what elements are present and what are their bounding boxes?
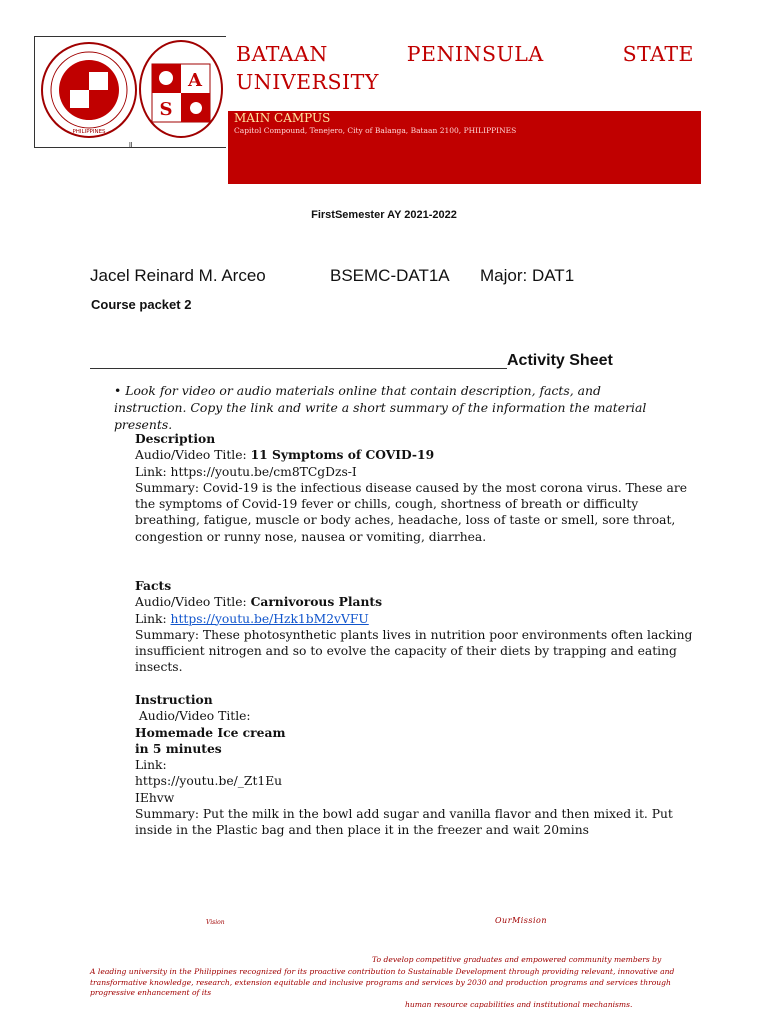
semester: FirstSemester AY 2021-2022 bbox=[311, 209, 457, 221]
campus-address: Capitol Compound, Tenejero, City of Balanga, Bataan 2100, PHILIPPINES bbox=[234, 126, 517, 135]
instruction-heading: Instruction bbox=[135, 692, 213, 707]
facts-link[interactable]: https://youtu.be/Hzk1bM2vVFU bbox=[170, 611, 369, 626]
facts-link-label: Link: bbox=[135, 611, 171, 626]
activity-title: Activity Sheet bbox=[507, 352, 613, 369]
facts-title: Carnivorous Plants bbox=[250, 594, 383, 610]
description-title: 11 Symptoms of COVID-19 bbox=[250, 447, 435, 463]
instruction-summary-label: Summary: bbox=[135, 807, 203, 822]
instruction-summary bbox=[135, 806, 695, 839]
instruction-link-label: Link: bbox=[135, 758, 167, 773]
university-name bbox=[236, 40, 694, 96]
facts-summary bbox=[135, 627, 695, 676]
college-seal-logo bbox=[138, 38, 224, 140]
description-heading: Description bbox=[135, 431, 216, 446]
university-word-4: UNIVERSITY bbox=[236, 70, 379, 94]
description-title-line bbox=[135, 447, 695, 463]
instruction-title-line1: Homemade Ice cream bbox=[135, 724, 286, 740]
seal-letter-a: A bbox=[188, 70, 202, 91]
student-name: Jacel Reinard M. Arceo bbox=[90, 266, 266, 285]
description-section bbox=[135, 431, 695, 545]
facts-title-line bbox=[135, 594, 695, 610]
facts-summary-label: Summary: bbox=[135, 627, 203, 642]
facts-link-line bbox=[135, 611, 695, 627]
instruction-link-line2[interactable]: IEhvw bbox=[135, 790, 175, 805]
description-link-label: Link: bbox=[135, 464, 171, 479]
campus-name: MAIN CAMPUS bbox=[234, 111, 331, 125]
small-mark: ll bbox=[129, 141, 133, 150]
seal-bottom-text: PHILIPPINES bbox=[72, 129, 106, 135]
instruction-bullet: • Look for video or audio materials online that contain description, facts, and instruction. Copy the link and write a short summary of the information the material presents. bbox=[114, 383, 647, 432]
student-section: BSEMC-DAT1A bbox=[330, 266, 450, 285]
vision-text: A leading university in the Philippines recognized for its proactive contribution to Sustainable Development through providing relevant, innovative and transformative knowledge, research, extension equitable and inclusive programs and services by 2030 and production programs and services through progressive enhancement of its bbox=[90, 967, 675, 997]
description-summary bbox=[135, 480, 695, 545]
university-word-3: STATE bbox=[622, 42, 694, 66]
facts-summary-text: These photosynthetic plants lives in nutrition poor environments often lacking insufficient nitrogen and so to evolve the capacity of their diets by trapping and eating insects. bbox=[135, 627, 693, 675]
instruction-title-label: Audio/Video Title: bbox=[135, 709, 251, 724]
student-major: Major: DAT1 bbox=[480, 266, 575, 285]
seal-letter-s: S bbox=[159, 99, 173, 120]
instruction-section bbox=[135, 692, 695, 839]
instruction-link-line1[interactable]: https://youtu.be/_Zt1Eu bbox=[135, 774, 283, 789]
facts-title-label: Audio/Video Title: bbox=[135, 595, 251, 610]
horizontal-rule bbox=[90, 368, 507, 369]
university-word-2: PENINSULA bbox=[406, 42, 544, 66]
description-link[interactable]: https://youtu.be/cm8TCgDzs-I bbox=[170, 464, 357, 479]
mission-end: human resource capabilities and institutional mechanisms. bbox=[405, 1000, 633, 1009]
instruction-title-line2: in 5 minutes bbox=[135, 740, 222, 756]
instruction-summary-text: Put the milk in the bowl add sugar and vanilla flavor and then mixed it. Put inside in the Plastic bag and then place it in the freezer and wait 20mins bbox=[135, 807, 673, 838]
facts-heading: Facts bbox=[135, 578, 172, 593]
course-packet: Course packet 2 bbox=[91, 297, 192, 312]
description-summary-label: Summary: bbox=[135, 480, 203, 495]
university-word-1: BATAAN bbox=[236, 42, 328, 66]
facts-section bbox=[135, 578, 695, 676]
vision-title: Vision bbox=[206, 919, 225, 926]
mission-title: OurMission bbox=[495, 916, 548, 925]
description-link-line bbox=[135, 464, 695, 480]
description-title-label: Audio/Video Title: bbox=[135, 448, 251, 463]
description-summary-text: Covid-19 is the infectious disease caused by the most corona virus. These are the symptoms of Covid-19 fever or chills, cough, shortness of breath or difficulty breathing, fatigue, muscle or body aches, headache, loss of taste or smell, sore throat, congestion or runny nose, nausea or vomiting, diarrhea. bbox=[135, 480, 687, 544]
university-seal-logo bbox=[40, 40, 138, 140]
mission-line: To develop competitive graduates and empowered community members by bbox=[372, 955, 662, 964]
